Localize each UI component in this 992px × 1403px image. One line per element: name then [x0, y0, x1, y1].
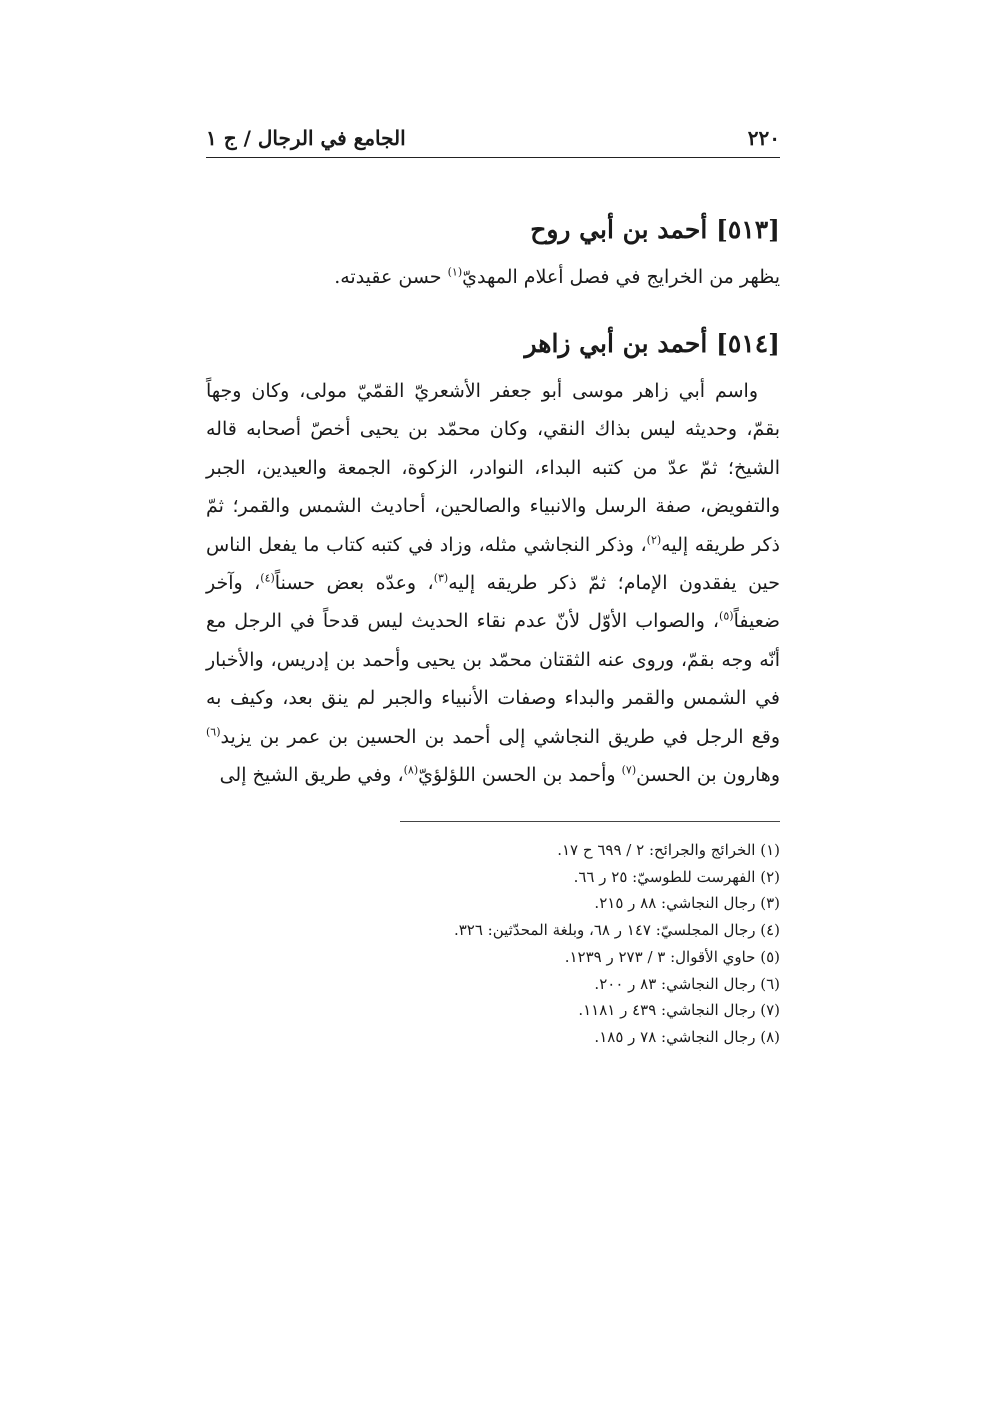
footnote-ref[interactable]: (٢)	[646, 533, 662, 547]
footnote-item: (٣) رجال النجاشي: ٨٨ ر ٢١٥.	[594, 894, 780, 913]
entry-text-part: حسن عقيدته.	[334, 266, 448, 288]
entry-title-513	[206, 212, 780, 248]
main-content	[206, 212, 780, 794]
running-title: الجامع في الرجال / ج ١	[206, 126, 406, 150]
footnote-item: (٨) رجال النجاشي: ٧٨ ر ١٨٥.	[594, 1027, 780, 1046]
spacer	[206, 296, 780, 326]
entry-title-514	[206, 326, 780, 362]
page-number: ٢٢٠	[747, 126, 780, 150]
entry-text-part: واسم أبي زاهر موسى أبو جعفر الأشعريّ القمّيّ مولى، وكان وجهاً بقمّ، وحديثه ليس بذاك النقي، وكان محمّد بن يحيى أخصّ أصحابه قاله الشيخ؛ ثمّ عدّ من كتبه البداء، النوادر، الزكوة، الجمعة والعيدين، الجبر والتفويض، صفة الرسل والانبياء والصالحين، أحاديث الشمس والقمر؛ ثمّ ذكر طريقه إليه	[206, 380, 780, 556]
entry-name: أحمد بن أبي روح	[530, 215, 708, 244]
entry-number: [٥١٣]	[716, 215, 780, 244]
footnote-ref[interactable]: (٣)	[433, 571, 449, 585]
header-rule	[206, 157, 780, 158]
entry-text-part: وأحمد بن الحسن اللؤلؤيّ	[418, 764, 622, 787]
footnote-ref[interactable]: (٨)	[403, 763, 419, 777]
entry-text-part: يظهر من الخرايج في فصل أعلام المهديّ	[462, 266, 780, 288]
footnote-ref[interactable]: (٧)	[621, 763, 637, 777]
footnote-rule	[400, 821, 780, 822]
entry-number: [٥١٤]	[716, 329, 780, 358]
footnote-item: (٢) الفهرست للطوسيّ: ٢٥ ر ٦٦.	[573, 867, 780, 886]
footnote-item: (٧) رجال النجاشي: ٤٣٩ ر ١١٨١.	[578, 1001, 780, 1020]
footnote-item: (٥) حاوي الأقوال: ٣ / ٢٧٣ ر ١٢٣٩.	[564, 947, 780, 966]
footnotes-list	[206, 837, 780, 1051]
page-header	[206, 120, 780, 160]
entry-text-part: ، وفي طريق الشيخ إلى	[219, 764, 404, 787]
entry-text-part: ، وعدّه بعض حسناً	[274, 572, 434, 595]
entry-text-part: ، والصواب الأوّل لأنّ عدم نقاء الحديث ليس قدحاً في الرجل مع أنّه وجه بقمّ، وروى عنه الثقتان محمّد بن يحيى وأحمد بن إدريس، والأخبار في الشمس والقمر والبداء وصفات الأنبياء والجبر لم ينق بعد، وكيف به وقع الرجل في طريق النجاشي إلى أحمد بن الحسين بن عمر بن يزيد	[206, 610, 780, 748]
entry-name: أحمد بن أبي زاهر	[524, 329, 708, 358]
footnote-ref[interactable]: (٤)	[260, 571, 275, 585]
footnote-ref[interactable]: (٦)	[206, 725, 221, 739]
footnote-item: (٤) رجال المجلسيّ: ١٤٧ ر ٦٨، وبلغة المحدّثين: ٣٢٦.	[453, 921, 780, 940]
entry-text-part: وهارون بن الحسن	[636, 764, 780, 787]
entry-text-514	[206, 372, 780, 794]
footnote-item: (٦) رجال النجاشي: ٨٣ ر ٢٠٠.	[594, 974, 780, 993]
footnote-item: (١) الخرائج والجرائح: ٢ / ٦٩٩ ح ١٧.	[557, 841, 780, 859]
entry-text-part: ، وآخر ضعيفاً	[206, 572, 780, 633]
entry-text-513	[206, 258, 780, 296]
footnote-ref[interactable]: (١)	[447, 265, 463, 279]
footnote-ref[interactable]: (٥)	[719, 610, 734, 624]
entry-text-part: ، وذكر النجاشي مثله، وزاد في كتبه كتاب ما يفعل الناس حين يفقدون الإمام؛ ثمّ ذكر طريقه إليه	[206, 533, 781, 595]
